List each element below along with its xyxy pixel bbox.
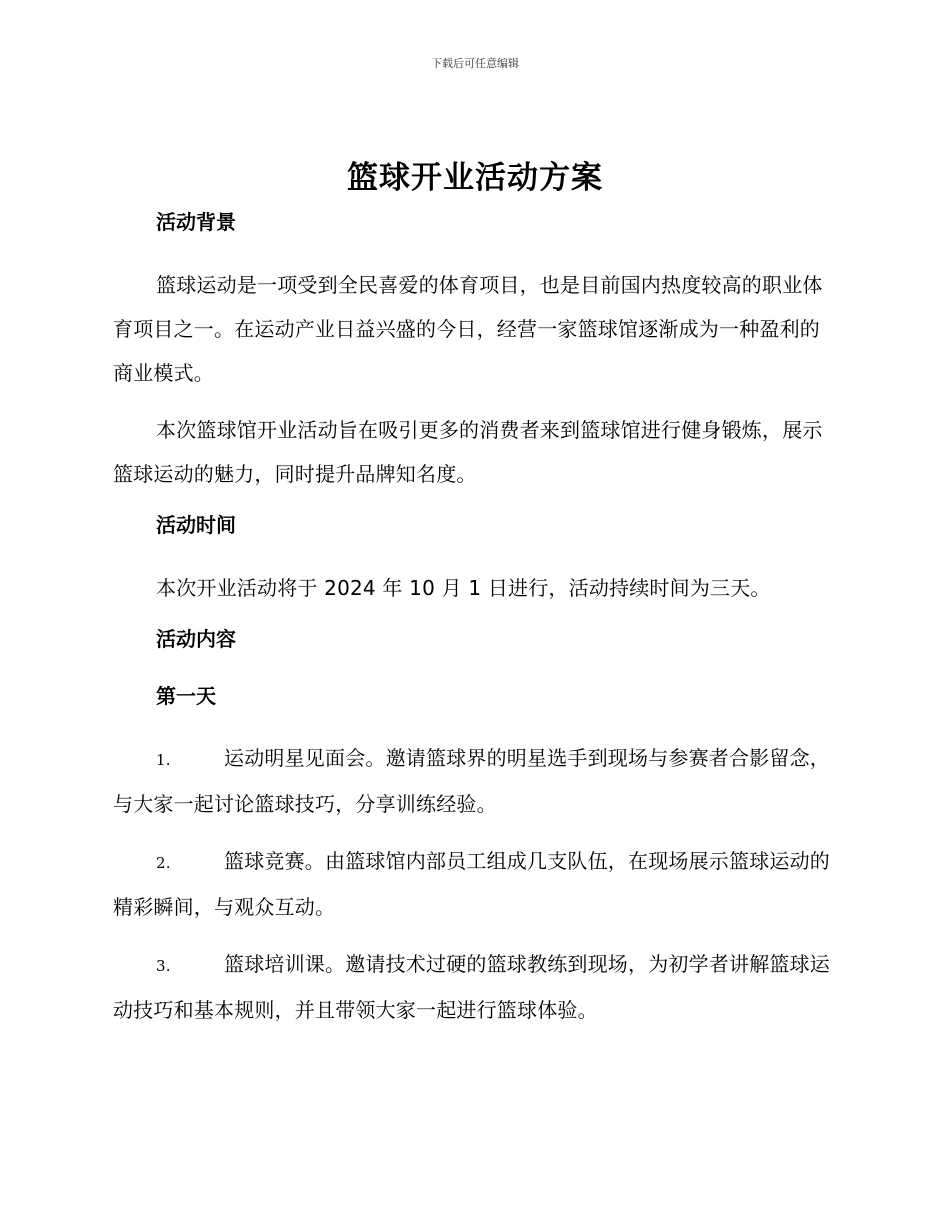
list-item xyxy=(113,839,835,929)
header-note: 下载后可任意编辑 xyxy=(431,57,519,70)
list-number: 2. xyxy=(156,854,171,872)
list-item xyxy=(113,942,835,1032)
list-item xyxy=(113,736,835,826)
section-heading-content: 活动内容 xyxy=(156,627,236,651)
day1-heading: 第一天 xyxy=(156,684,216,708)
list-number: 3. xyxy=(156,957,171,975)
section-heading-background: 活动背景 xyxy=(156,210,236,234)
section-heading-time: 活动时间 xyxy=(156,513,236,537)
list-text: 运动明星见面会。邀请篮球界的明星选手到现场与参赛者合影留念，与大家一起讨论篮球技巧，分享训练经验。 xyxy=(113,746,830,816)
list-text: 篮球培训课。邀请技术过硬的篮球教练到现场，为初学者讲解篮球运动技巧和基本规则，并且带领大家一起进行篮球体验。 xyxy=(113,952,830,1022)
time-paragraph: 本次开业活动将于 2024 年 10 月 1 日进行，活动持续时间为三天。 xyxy=(156,576,771,600)
list-text: 篮球竞赛。由篮球馆内部员工组成几支队伍，在现场展示篮球运动的精彩瞬间，与观众互动。 xyxy=(113,849,830,919)
background-paragraph-2: 本次篮球馆开业活动旨在吸引更多的消费者来到篮球馆进行健身锻炼，展示篮球运动的魅力，同时提升品牌知名度。 xyxy=(113,418,823,486)
document-body xyxy=(113,206,835,1045)
document-title: 篮球开业活动方案 xyxy=(347,160,603,196)
list-number: 1. xyxy=(156,751,171,769)
background-paragraph-1: 篮球运动是一项受到全民喜爱的体育项目，也是目前国内热度较高的职业体育项目之一。在运动产业日益兴盛的今日，经营一家篮球馆逐渐成为一种盈利的商业模式。 xyxy=(113,273,823,385)
